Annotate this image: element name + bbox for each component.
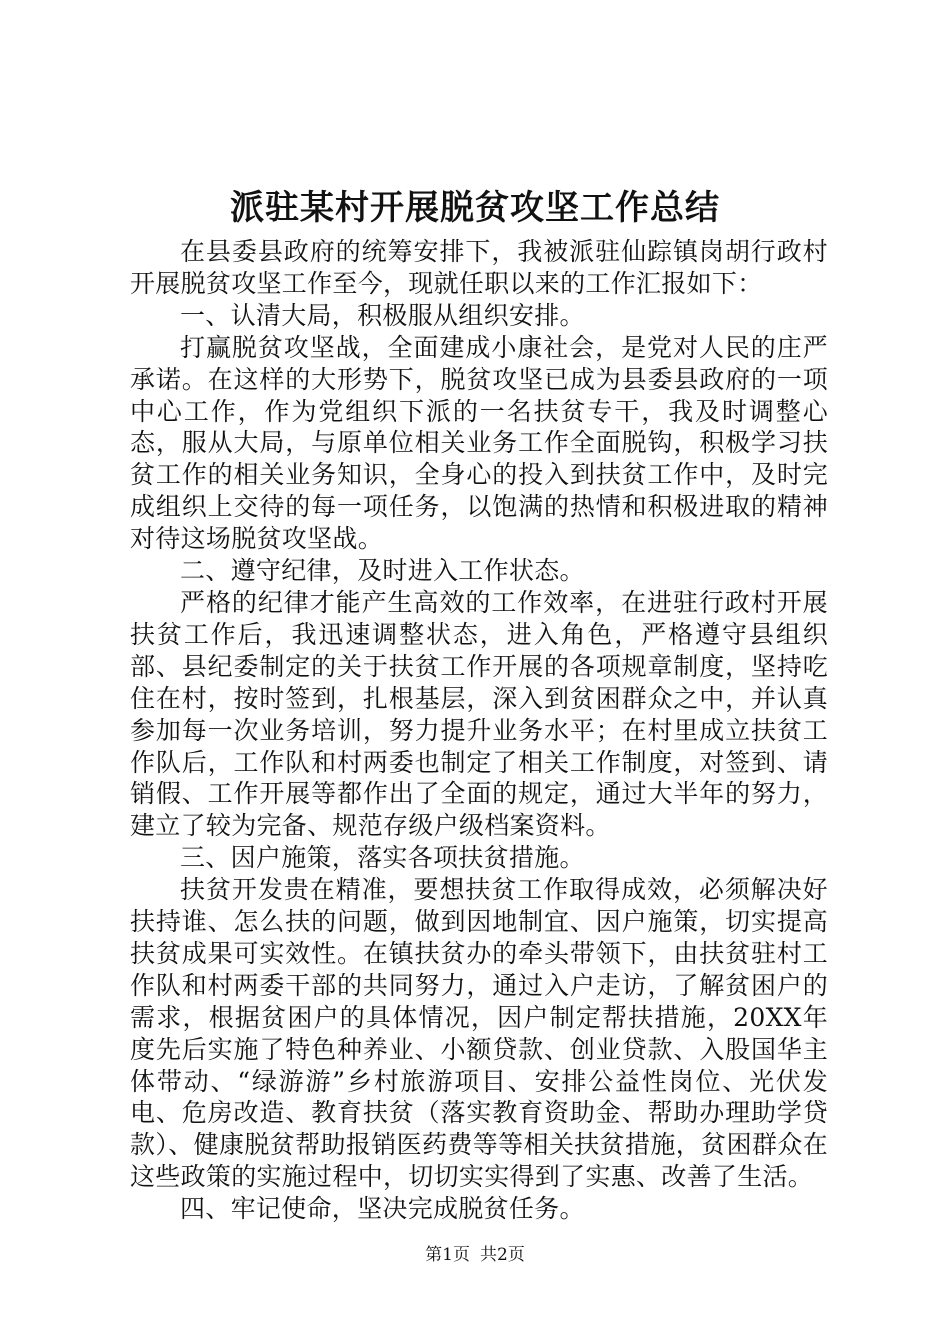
document-body — [130, 236, 828, 1225]
page-total: 共2页 — [480, 1245, 525, 1265]
section-heading-1: 一、认清大局，积极服从组织安排。 — [180, 300, 585, 330]
section-paragraph-1: 打赢脱贫攻坚战，全面建成小康社会，是党对人民的庄严承诺。在这样的大形势下，脱贫攻坚已成为县委县政府的一项中心工作，作为党组织下派的一名扶贫专干，我及时调整心态，服从大局，与原单位相关业务工作全面脱钩，积极学习扶贫工作的相关业务知识，全身心的投入到扶贫工作中，及时完成组织上交待的每一项任务，以饱满的热情和积极进取的精神对待这场脱贫攻坚战。 — [130, 332, 828, 554]
section-paragraph-2: 严格的纪律才能产生高效的工作效率，在进驻行政村开展扶贫工作后，我迅速调整状态，进入角色，严格遵守县组织部、县纪委制定的关于扶贫工作开展的各项规章制度，坚持吃住在村，按时签到，扎根基层，深入到贫困群众之中，并认真参加每一次业务培训，努力提升业务水平；在村里成立扶贫工作队后，工作队和村两委也制定了相关工作制度，对签到、请销假、工作开展等都作出了全面的规定，通过大半年的努力，建立了较为完备、规范存级户级档案资料。 — [130, 587, 828, 841]
intro-paragraph: 在县委县政府的统筹安排下，我被派驻仙踪镇岗胡行政村开展脱贫攻坚工作至今，现就任职以来的工作汇报如下： — [130, 237, 828, 298]
page-footer — [0, 1243, 950, 1267]
page-number: 第1页 — [425, 1245, 470, 1265]
section-heading-4: 四、牢记使命，坚决完成脱贫任务。 — [180, 1194, 585, 1224]
section-heading-3: 三、因户施策，落实各项扶贫措施。 — [180, 843, 585, 873]
section-heading-2: 二、遵守纪律，及时进入工作状态。 — [180, 556, 585, 586]
document-title: 派驻某村开展脱贫攻坚工作总结 — [230, 188, 720, 228]
section-paragraph-3: 扶贫开发贵在精准，要想扶贫工作取得成效，必须解决好扶持谁、怎么扶的问题，做到因地制宜、因户施策，切实提高扶贫成果可实效性。在镇扶贫办的牵头带领下，由扶贫驻村工作队和村两委干部的共同努力，通过入户走访，了解贫困户的需求，根据贫困户的具体情况，因户制定帮扶措施，20XX年度先后实施了特色种养业、小额贷款、创业贷款、入股国华主体带动、“绿游游”乡村旅游项目、安排公益性岗位、光伏发电、危房改造、教育扶贫（落实教育资助金、帮助办理助学贷款）、健康脱贫帮助报销医药费等等相关扶贫措施，贫困群众在这些政策的实施过程中，切切实实得到了实惠、改善了生活。 — [130, 875, 828, 1192]
